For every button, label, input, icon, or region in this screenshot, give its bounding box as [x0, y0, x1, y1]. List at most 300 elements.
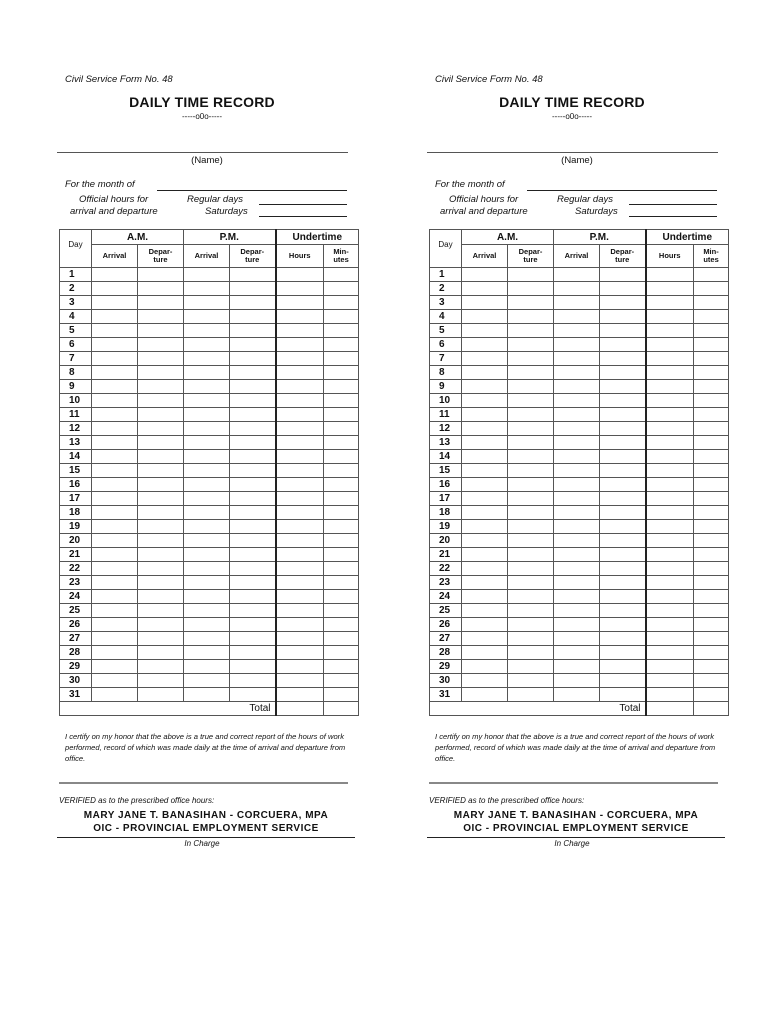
undertime-hours-cell[interactable] [646, 590, 694, 604]
pm-arrival-cell[interactable] [554, 450, 600, 464]
pm-departure-cell[interactable] [230, 324, 276, 338]
am-arrival-cell[interactable] [92, 534, 138, 548]
am-arrival-cell[interactable] [462, 436, 508, 450]
am-departure-cell[interactable] [508, 618, 554, 632]
undertime-hours-cell[interactable] [276, 296, 324, 310]
undertime-hours-cell[interactable] [276, 618, 324, 632]
am-departure-cell[interactable] [508, 520, 554, 534]
pm-departure-cell[interactable] [230, 548, 276, 562]
undertime-hours-cell[interactable] [646, 674, 694, 688]
undertime-minutes-cell[interactable] [324, 590, 359, 604]
undertime-hours-cell[interactable] [276, 520, 324, 534]
undertime-minutes-cell[interactable] [324, 296, 359, 310]
undertime-hours-cell[interactable] [646, 310, 694, 324]
pm-departure-cell[interactable] [230, 352, 276, 366]
undertime-hours-cell[interactable] [276, 576, 324, 590]
pm-departure-cell[interactable] [230, 282, 276, 296]
am-arrival-cell[interactable] [92, 422, 138, 436]
am-arrival-cell[interactable] [92, 660, 138, 674]
pm-departure-cell[interactable] [600, 604, 646, 618]
undertime-hours-cell[interactable] [276, 604, 324, 618]
am-arrival-cell[interactable] [92, 576, 138, 590]
undertime-hours-cell[interactable] [646, 576, 694, 590]
undertime-minutes-cell[interactable] [694, 590, 729, 604]
am-departure-cell[interactable] [138, 520, 184, 534]
am-arrival-cell[interactable] [92, 548, 138, 562]
am-arrival-cell[interactable] [462, 618, 508, 632]
am-arrival-cell[interactable] [92, 604, 138, 618]
am-departure-cell[interactable] [508, 268, 554, 282]
pm-departure-cell[interactable] [230, 422, 276, 436]
undertime-hours-cell[interactable] [646, 394, 694, 408]
am-arrival-cell[interactable] [462, 296, 508, 310]
am-arrival-cell[interactable] [92, 618, 138, 632]
am-arrival-cell[interactable] [462, 338, 508, 352]
am-departure-cell[interactable] [508, 282, 554, 296]
undertime-minutes-cell[interactable] [694, 506, 729, 520]
undertime-minutes-cell[interactable] [694, 268, 729, 282]
undertime-minutes-cell[interactable] [694, 660, 729, 674]
am-departure-cell[interactable] [508, 632, 554, 646]
undertime-hours-cell[interactable] [646, 422, 694, 436]
am-departure-cell[interactable] [508, 562, 554, 576]
am-departure-cell[interactable] [138, 464, 184, 478]
pm-arrival-cell[interactable] [184, 492, 230, 506]
pm-arrival-cell[interactable] [554, 338, 600, 352]
pm-arrival-cell[interactable] [184, 338, 230, 352]
undertime-minutes-cell[interactable] [694, 632, 729, 646]
am-arrival-cell[interactable] [462, 380, 508, 394]
am-arrival-cell[interactable] [462, 282, 508, 296]
am-arrival-cell[interactable] [462, 310, 508, 324]
am-arrival-cell[interactable] [462, 548, 508, 562]
am-arrival-cell[interactable] [92, 282, 138, 296]
undertime-minutes-cell[interactable] [324, 674, 359, 688]
pm-departure-cell[interactable] [600, 548, 646, 562]
pm-arrival-cell[interactable] [184, 408, 230, 422]
am-arrival-cell[interactable] [462, 576, 508, 590]
undertime-hours-cell[interactable] [646, 408, 694, 422]
am-departure-cell[interactable] [508, 324, 554, 338]
am-departure-cell[interactable] [138, 604, 184, 618]
am-arrival-cell[interactable] [92, 366, 138, 380]
undertime-hours-cell[interactable] [276, 366, 324, 380]
undertime-minutes-cell[interactable] [324, 394, 359, 408]
pm-arrival-cell[interactable] [554, 632, 600, 646]
pm-departure-cell[interactable] [230, 604, 276, 618]
undertime-minutes-cell[interactable] [694, 604, 729, 618]
undertime-minutes-cell[interactable] [324, 660, 359, 674]
am-departure-cell[interactable] [138, 338, 184, 352]
undertime-minutes-cell[interactable] [324, 450, 359, 464]
am-departure-cell[interactable] [508, 576, 554, 590]
pm-departure-cell[interactable] [600, 352, 646, 366]
undertime-minutes-cell[interactable] [694, 548, 729, 562]
undertime-hours-cell[interactable] [646, 338, 694, 352]
am-arrival-cell[interactable] [92, 478, 138, 492]
pm-arrival-cell[interactable] [184, 632, 230, 646]
am-departure-cell[interactable] [138, 268, 184, 282]
pm-arrival-cell[interactable] [554, 394, 600, 408]
undertime-hours-cell[interactable] [276, 660, 324, 674]
pm-arrival-cell[interactable] [554, 534, 600, 548]
pm-arrival-cell[interactable] [554, 562, 600, 576]
pm-arrival-cell[interactable] [184, 604, 230, 618]
undertime-minutes-cell[interactable] [324, 506, 359, 520]
undertime-hours-cell[interactable] [646, 520, 694, 534]
am-arrival-cell[interactable] [92, 688, 138, 702]
undertime-minutes-cell[interactable] [324, 520, 359, 534]
undertime-hours-cell[interactable] [646, 492, 694, 506]
am-arrival-cell[interactable] [92, 492, 138, 506]
pm-arrival-cell[interactable] [554, 660, 600, 674]
pm-arrival-cell[interactable] [554, 296, 600, 310]
am-departure-cell[interactable] [138, 576, 184, 590]
am-arrival-cell[interactable] [462, 660, 508, 674]
pm-departure-cell[interactable] [600, 380, 646, 394]
am-arrival-cell[interactable] [92, 562, 138, 576]
pm-arrival-cell[interactable] [554, 674, 600, 688]
undertime-hours-cell[interactable] [646, 450, 694, 464]
undertime-hours-cell[interactable] [276, 506, 324, 520]
pm-arrival-cell[interactable] [184, 324, 230, 338]
am-departure-cell[interactable] [508, 534, 554, 548]
undertime-hours-cell[interactable] [276, 646, 324, 660]
undertime-minutes-cell[interactable] [694, 576, 729, 590]
total-hours-cell[interactable] [276, 702, 324, 716]
am-arrival-cell[interactable] [92, 408, 138, 422]
pm-arrival-cell[interactable] [184, 534, 230, 548]
undertime-hours-cell[interactable] [646, 604, 694, 618]
total-hours-cell[interactable] [646, 702, 694, 716]
am-departure-cell[interactable] [138, 688, 184, 702]
undertime-hours-cell[interactable] [646, 632, 694, 646]
pm-departure-cell[interactable] [230, 632, 276, 646]
am-arrival-cell[interactable] [92, 450, 138, 464]
pm-departure-cell[interactable] [600, 646, 646, 660]
undertime-hours-cell[interactable] [276, 464, 324, 478]
pm-departure-cell[interactable] [230, 660, 276, 674]
pm-arrival-cell[interactable] [184, 548, 230, 562]
undertime-hours-cell[interactable] [646, 478, 694, 492]
undertime-hours-cell[interactable] [276, 310, 324, 324]
pm-departure-cell[interactable] [600, 324, 646, 338]
undertime-minutes-cell[interactable] [324, 422, 359, 436]
pm-departure-cell[interactable] [600, 310, 646, 324]
am-arrival-cell[interactable] [92, 590, 138, 604]
saturdays-field[interactable] [259, 216, 347, 217]
pm-arrival-cell[interactable] [184, 282, 230, 296]
pm-departure-cell[interactable] [600, 534, 646, 548]
am-departure-cell[interactable] [138, 534, 184, 548]
pm-departure-cell[interactable] [230, 366, 276, 380]
month-field[interactable] [527, 190, 717, 191]
pm-departure-cell[interactable] [230, 380, 276, 394]
undertime-minutes-cell[interactable] [694, 450, 729, 464]
undertime-minutes-cell[interactable] [694, 394, 729, 408]
pm-departure-cell[interactable] [230, 506, 276, 520]
pm-departure-cell[interactable] [600, 394, 646, 408]
pm-arrival-cell[interactable] [184, 618, 230, 632]
am-departure-cell[interactable] [508, 450, 554, 464]
pm-departure-cell[interactable] [230, 408, 276, 422]
undertime-minutes-cell[interactable] [694, 422, 729, 436]
am-departure-cell[interactable] [508, 660, 554, 674]
am-departure-cell[interactable] [508, 674, 554, 688]
total-minutes-cell[interactable] [694, 702, 729, 716]
pm-departure-cell[interactable] [230, 590, 276, 604]
undertime-minutes-cell[interactable] [324, 436, 359, 450]
am-departure-cell[interactable] [508, 506, 554, 520]
am-departure-cell[interactable] [508, 380, 554, 394]
pm-departure-cell[interactable] [600, 660, 646, 674]
pm-departure-cell[interactable] [600, 338, 646, 352]
undertime-minutes-cell[interactable] [324, 604, 359, 618]
undertime-hours-cell[interactable] [646, 324, 694, 338]
am-departure-cell[interactable] [508, 464, 554, 478]
am-departure-cell[interactable] [138, 548, 184, 562]
undertime-hours-cell[interactable] [646, 688, 694, 702]
am-arrival-cell[interactable] [462, 366, 508, 380]
am-arrival-cell[interactable] [462, 408, 508, 422]
pm-arrival-cell[interactable] [184, 590, 230, 604]
undertime-hours-cell[interactable] [276, 380, 324, 394]
undertime-minutes-cell[interactable] [324, 380, 359, 394]
undertime-minutes-cell[interactable] [324, 576, 359, 590]
am-departure-cell[interactable] [138, 366, 184, 380]
pm-arrival-cell[interactable] [554, 366, 600, 380]
undertime-minutes-cell[interactable] [694, 478, 729, 492]
undertime-hours-cell[interactable] [276, 268, 324, 282]
am-departure-cell[interactable] [508, 352, 554, 366]
pm-departure-cell[interactable] [230, 296, 276, 310]
undertime-hours-cell[interactable] [276, 352, 324, 366]
undertime-hours-cell[interactable] [646, 464, 694, 478]
undertime-hours-cell[interactable] [276, 282, 324, 296]
am-arrival-cell[interactable] [462, 450, 508, 464]
undertime-hours-cell[interactable] [646, 366, 694, 380]
undertime-minutes-cell[interactable] [324, 478, 359, 492]
am-arrival-cell[interactable] [92, 436, 138, 450]
pm-departure-cell[interactable] [600, 282, 646, 296]
am-arrival-cell[interactable] [462, 506, 508, 520]
am-departure-cell[interactable] [508, 366, 554, 380]
pm-departure-cell[interactable] [600, 436, 646, 450]
pm-arrival-cell[interactable] [554, 590, 600, 604]
am-departure-cell[interactable] [138, 352, 184, 366]
am-departure-cell[interactable] [138, 646, 184, 660]
am-arrival-cell[interactable] [92, 338, 138, 352]
undertime-minutes-cell[interactable] [694, 618, 729, 632]
undertime-hours-cell[interactable] [646, 506, 694, 520]
undertime-minutes-cell[interactable] [694, 674, 729, 688]
pm-arrival-cell[interactable] [554, 604, 600, 618]
undertime-minutes-cell[interactable] [694, 352, 729, 366]
undertime-hours-cell[interactable] [276, 478, 324, 492]
am-arrival-cell[interactable] [462, 268, 508, 282]
pm-departure-cell[interactable] [600, 520, 646, 534]
undertime-hours-cell[interactable] [276, 450, 324, 464]
undertime-minutes-cell[interactable] [324, 618, 359, 632]
am-arrival-cell[interactable] [92, 324, 138, 338]
pm-arrival-cell[interactable] [554, 548, 600, 562]
undertime-hours-cell[interactable] [646, 380, 694, 394]
undertime-minutes-cell[interactable] [694, 646, 729, 660]
pm-arrival-cell[interactable] [554, 492, 600, 506]
am-departure-cell[interactable] [138, 450, 184, 464]
undertime-hours-cell[interactable] [276, 492, 324, 506]
am-departure-cell[interactable] [508, 310, 554, 324]
am-arrival-cell[interactable] [92, 380, 138, 394]
am-arrival-cell[interactable] [462, 674, 508, 688]
undertime-hours-cell[interactable] [276, 436, 324, 450]
undertime-minutes-cell[interactable] [694, 324, 729, 338]
undertime-minutes-cell[interactable] [694, 492, 729, 506]
undertime-minutes-cell[interactable] [324, 632, 359, 646]
pm-arrival-cell[interactable] [184, 688, 230, 702]
pm-arrival-cell[interactable] [184, 366, 230, 380]
am-departure-cell[interactable] [138, 422, 184, 436]
undertime-minutes-cell[interactable] [324, 268, 359, 282]
pm-arrival-cell[interactable] [184, 660, 230, 674]
pm-departure-cell[interactable] [230, 436, 276, 450]
am-departure-cell[interactable] [508, 408, 554, 422]
pm-departure-cell[interactable] [600, 366, 646, 380]
am-departure-cell[interactable] [138, 618, 184, 632]
pm-departure-cell[interactable] [600, 464, 646, 478]
pm-arrival-cell[interactable] [184, 296, 230, 310]
am-arrival-cell[interactable] [92, 464, 138, 478]
pm-departure-cell[interactable] [600, 408, 646, 422]
am-arrival-cell[interactable] [462, 394, 508, 408]
am-departure-cell[interactable] [508, 338, 554, 352]
pm-arrival-cell[interactable] [554, 506, 600, 520]
pm-departure-cell[interactable] [600, 506, 646, 520]
am-departure-cell[interactable] [138, 590, 184, 604]
am-arrival-cell[interactable] [462, 478, 508, 492]
undertime-minutes-cell[interactable] [694, 534, 729, 548]
undertime-minutes-cell[interactable] [694, 380, 729, 394]
undertime-hours-cell[interactable] [276, 534, 324, 548]
pm-arrival-cell[interactable] [184, 464, 230, 478]
undertime-minutes-cell[interactable] [694, 338, 729, 352]
am-arrival-cell[interactable] [92, 674, 138, 688]
undertime-hours-cell[interactable] [646, 618, 694, 632]
am-departure-cell[interactable] [138, 632, 184, 646]
saturdays-field[interactable] [629, 216, 717, 217]
undertime-minutes-cell[interactable] [324, 548, 359, 562]
am-arrival-cell[interactable] [92, 632, 138, 646]
undertime-hours-cell[interactable] [276, 674, 324, 688]
pm-arrival-cell[interactable] [554, 380, 600, 394]
am-arrival-cell[interactable] [462, 422, 508, 436]
am-departure-cell[interactable] [138, 408, 184, 422]
am-arrival-cell[interactable] [462, 632, 508, 646]
pm-arrival-cell[interactable] [554, 352, 600, 366]
undertime-minutes-cell[interactable] [694, 310, 729, 324]
pm-arrival-cell[interactable] [554, 646, 600, 660]
am-departure-cell[interactable] [138, 394, 184, 408]
pm-arrival-cell[interactable] [184, 646, 230, 660]
am-departure-cell[interactable] [138, 478, 184, 492]
am-arrival-cell[interactable] [462, 604, 508, 618]
am-departure-cell[interactable] [508, 688, 554, 702]
pm-arrival-cell[interactable] [554, 422, 600, 436]
pm-arrival-cell[interactable] [184, 562, 230, 576]
undertime-hours-cell[interactable] [646, 436, 694, 450]
undertime-minutes-cell[interactable] [694, 408, 729, 422]
undertime-hours-cell[interactable] [276, 632, 324, 646]
pm-arrival-cell[interactable] [184, 422, 230, 436]
pm-arrival-cell[interactable] [554, 618, 600, 632]
undertime-minutes-cell[interactable] [324, 408, 359, 422]
pm-departure-cell[interactable] [600, 296, 646, 310]
am-departure-cell[interactable] [508, 394, 554, 408]
pm-departure-cell[interactable] [230, 492, 276, 506]
pm-departure-cell[interactable] [600, 618, 646, 632]
pm-departure-cell[interactable] [230, 646, 276, 660]
am-departure-cell[interactable] [508, 436, 554, 450]
am-departure-cell[interactable] [138, 282, 184, 296]
am-departure-cell[interactable] [138, 506, 184, 520]
am-departure-cell[interactable] [138, 296, 184, 310]
undertime-hours-cell[interactable] [276, 548, 324, 562]
pm-departure-cell[interactable] [230, 478, 276, 492]
undertime-hours-cell[interactable] [646, 660, 694, 674]
pm-departure-cell[interactable] [230, 520, 276, 534]
pm-departure-cell[interactable] [230, 268, 276, 282]
undertime-hours-cell[interactable] [646, 534, 694, 548]
pm-arrival-cell[interactable] [184, 394, 230, 408]
pm-arrival-cell[interactable] [184, 478, 230, 492]
am-departure-cell[interactable] [138, 562, 184, 576]
pm-departure-cell[interactable] [230, 310, 276, 324]
am-departure-cell[interactable] [138, 310, 184, 324]
am-departure-cell[interactable] [138, 324, 184, 338]
undertime-hours-cell[interactable] [276, 422, 324, 436]
pm-departure-cell[interactable] [600, 590, 646, 604]
pm-arrival-cell[interactable] [184, 352, 230, 366]
pm-arrival-cell[interactable] [184, 506, 230, 520]
pm-arrival-cell[interactable] [554, 436, 600, 450]
am-arrival-cell[interactable] [92, 296, 138, 310]
undertime-minutes-cell[interactable] [324, 464, 359, 478]
am-arrival-cell[interactable] [462, 534, 508, 548]
undertime-hours-cell[interactable] [646, 282, 694, 296]
pm-departure-cell[interactable] [230, 618, 276, 632]
undertime-minutes-cell[interactable] [324, 562, 359, 576]
undertime-minutes-cell[interactable] [694, 282, 729, 296]
am-arrival-cell[interactable] [462, 562, 508, 576]
pm-departure-cell[interactable] [600, 492, 646, 506]
undertime-minutes-cell[interactable] [694, 562, 729, 576]
pm-departure-cell[interactable] [600, 632, 646, 646]
am-arrival-cell[interactable] [462, 688, 508, 702]
am-arrival-cell[interactable] [462, 646, 508, 660]
undertime-minutes-cell[interactable] [324, 324, 359, 338]
undertime-hours-cell[interactable] [646, 268, 694, 282]
pm-arrival-cell[interactable] [184, 576, 230, 590]
total-minutes-cell[interactable] [324, 702, 359, 716]
am-arrival-cell[interactable] [462, 464, 508, 478]
undertime-hours-cell[interactable] [646, 352, 694, 366]
pm-arrival-cell[interactable] [184, 268, 230, 282]
pm-departure-cell[interactable] [230, 338, 276, 352]
undertime-minutes-cell[interactable] [694, 688, 729, 702]
undertime-minutes-cell[interactable] [694, 520, 729, 534]
am-departure-cell[interactable] [138, 674, 184, 688]
am-arrival-cell[interactable] [462, 520, 508, 534]
